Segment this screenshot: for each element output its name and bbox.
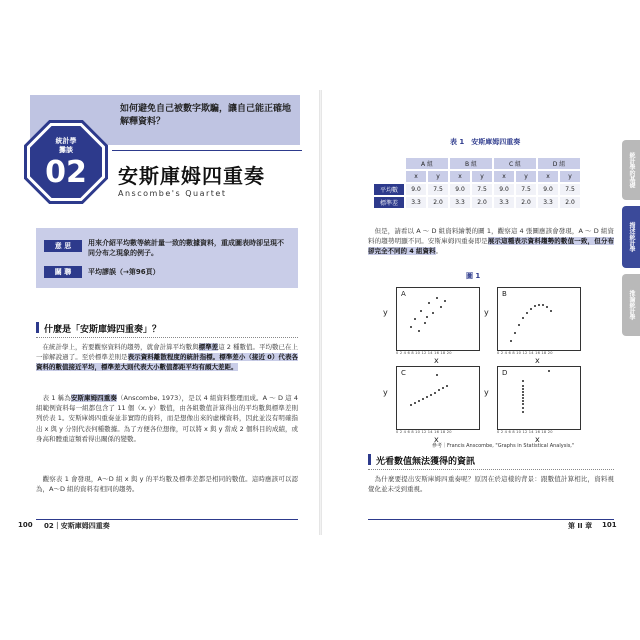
table-cell: 2.0 [472, 197, 492, 208]
data-point [546, 306, 548, 308]
para2-text-a: 表 1 稱為 [42, 394, 71, 402]
data-point [522, 400, 524, 402]
table-cell: 7.5 [516, 184, 536, 195]
data-point [418, 330, 420, 332]
para1-text-b: 這 2 種數值。平均數已在上一節解說過了。至於標準差則是 [36, 343, 299, 362]
definition-box [36, 228, 298, 288]
table-cell: 9.0 [450, 184, 470, 195]
plot-b-letter: B [502, 290, 507, 298]
data-point [436, 374, 438, 376]
side-tab-inferential[interactable]: 推論統計學 [622, 274, 640, 336]
table-group-b: B 組 [450, 158, 492, 169]
data-point [426, 396, 428, 398]
table-cell: 2.0 [516, 197, 536, 208]
table-row-sd [374, 197, 580, 208]
rpara1-highlight: 展示這種表示資料趨勢的數值一致，但分布卻完全不同的 4 組資料 [368, 237, 615, 256]
data-point [522, 391, 524, 393]
right-section-heading: 光看數值無法獲得的資訊 [376, 457, 476, 467]
data-point [522, 385, 524, 387]
page-title: 安斯庫姆四重奏 [118, 164, 265, 188]
footer-page-left: 100 [18, 521, 33, 529]
data-point [534, 305, 536, 307]
badge-label: 統計學 攤談 [55, 137, 77, 154]
plot-a-letter: A [401, 290, 406, 298]
rpara1-text-b: 。 [435, 247, 443, 256]
table-sub-y: y [560, 171, 580, 182]
footer-page-right: 101 [602, 521, 617, 529]
plot-a [396, 287, 480, 351]
data-point [422, 398, 424, 400]
table-cell: 3.3 [450, 197, 470, 208]
section-heading: 什麼是「安斯庫姆四重奏」？ [44, 325, 162, 335]
data-point [522, 411, 524, 413]
data-point [522, 388, 524, 390]
meaning-text: 用來介紹平均數等統計量一致的數據資料，重成圖表時卻呈現不同分布之現象的例子。 [88, 239, 284, 257]
table-group-a: A 組 [406, 158, 448, 169]
data-point [444, 300, 446, 302]
table-corner [374, 158, 404, 169]
figure-source: 參考｜Francis Anscombe, "Graphs in Statistical Analysis," [432, 443, 575, 449]
table-cell: 9.0 [406, 184, 426, 195]
plot-d-ticks: 0 2 4 6 8 10 12 14 16 18 20 [497, 430, 553, 434]
table-cell: 2.0 [560, 197, 580, 208]
plot-b-xlabel: x [535, 356, 540, 365]
page-subtitle: Anscombe's Quartet [118, 189, 227, 198]
plot-c-ticks: 0 2 4 6 8 10 12 14 16 18 20 [396, 430, 452, 434]
table-cell: 9.0 [538, 184, 558, 195]
table-sub-y: y [516, 171, 536, 182]
header-question: 如何避免自己被數字欺騙，讓自己能正確地解釋資料？ [120, 104, 292, 127]
plot-a-ylabel: y [383, 308, 388, 317]
data-point [428, 302, 430, 304]
plot-c [396, 366, 480, 430]
row-label-mean: 平均數 [374, 184, 404, 195]
table-sub-y: y [472, 171, 492, 182]
para2-text-b: （Anscombe, 1973），是以 4 組資料整理而成。A ～ D 這 4 組範例資料每一組都包含了 11 個（x, y）數值，由各組數值計算得出的平均數與標準差則列於表 1。安斯庫姆四重奏並非實際的資料，而是想像出來的虛構資料，因此並沒有明確指出 x 與 y 分別代表何種數據。為了方便各位想像，可以將 x 與 y 當成 2 個科目的成績，或身高和體重這類看得出關係的變數。 [36, 394, 298, 443]
data-point [430, 394, 432, 396]
data-point [434, 392, 436, 394]
plot-c-letter: C [401, 369, 406, 377]
table-sub-row [374, 171, 580, 182]
para1-text-a: 在統計學上，若要觀察資料的趨勢，就會計算平均數與 [42, 343, 199, 351]
data-point [442, 387, 444, 389]
data-point [526, 312, 528, 314]
table-cell: 3.3 [406, 197, 426, 208]
table-cell: 2.0 [428, 197, 448, 208]
table-sub-y: y [428, 171, 448, 182]
data-point [548, 370, 550, 372]
plot-a-ticks: 0 2 4 6 8 10 12 14 16 18 20 [396, 351, 452, 355]
data-point [414, 318, 416, 320]
plot-a-xlabel: x [434, 356, 439, 365]
data-point [418, 400, 420, 402]
right-section-bar [368, 454, 371, 465]
paragraph-3 [36, 474, 298, 494]
data-point [440, 306, 442, 308]
plot-b-ticks: 0 2 4 6 8 10 12 14 16 18 20 [497, 351, 553, 355]
data-point [538, 304, 540, 306]
right-paragraph-1 [368, 226, 614, 257]
table-title: 表 1 安斯庫姆四重奏 [450, 138, 521, 146]
badge-number: 02 [45, 155, 87, 190]
title-rule [112, 150, 302, 151]
plot-d-xlabel: x [535, 435, 540, 444]
data-point [426, 316, 428, 318]
section-rule [36, 337, 298, 338]
table-group-d: D 組 [538, 158, 580, 169]
paragraph-1 [36, 342, 298, 373]
data-point [410, 404, 412, 406]
table-cell: 7.5 [560, 184, 580, 195]
paragraph-2 [36, 393, 298, 444]
plot-c-xlabel: x [434, 435, 439, 444]
data-point [514, 332, 516, 334]
para1-highlight-2: 表示資料離散程度的統計指標。標準差小（接近 0）代表各資料的數值接近平均，標準差大則代表大小數值都距平均有頗大差距。 [36, 353, 299, 372]
row-label-sd: 標準差 [374, 197, 404, 208]
data-point [522, 397, 524, 399]
rpara1-text-a: 但是，請看以 A ～ D 組資料繪製的圖 1，觀察這 4 張圖應該會發現，A ～ D 組資料的趨勢明顯不同。安斯庫姆四重奏即是 [368, 227, 615, 246]
relation-tag: 關 聯 [44, 266, 82, 278]
table-row-mean [374, 184, 580, 195]
plot-d [497, 366, 581, 430]
table-cell: 3.3 [538, 197, 558, 208]
table-cell: 7.5 [472, 184, 492, 195]
rpara2-text: 為什麼要提出安斯庫姆四重奏呢？原因在於這樣的背景：跟數值計算相比，資料視覺化並未受到重視。 [368, 475, 615, 494]
data-point [424, 322, 426, 324]
data-point [438, 389, 440, 391]
right-section-rule [368, 469, 614, 470]
data-point [446, 385, 448, 387]
table-group-row [374, 158, 580, 169]
data-point [542, 304, 544, 306]
footer-rule-right [368, 519, 614, 520]
data-point [410, 326, 412, 328]
table-sub-x: x [450, 171, 470, 182]
side-tab-descriptive[interactable]: 描述統計學 [622, 206, 640, 268]
plot-d-ylabel: y [484, 388, 489, 397]
data-point [550, 310, 552, 312]
data-point [420, 310, 422, 312]
footer-chapter-left: 02｜安斯庫姆四重奏 [44, 522, 110, 530]
data-point [522, 317, 524, 319]
table-sub-x: x [538, 171, 558, 182]
data-point [510, 340, 512, 342]
data-point [522, 403, 524, 405]
para3-text: 觀察表 1 會發現，A～D 組 x 與 y 的平均數及標準差都是相同的數值。這時應該可以認為，A～D 組的資料有相同的趨勢。 [36, 475, 299, 494]
right-paragraph-2 [368, 474, 614, 494]
page-gutter [319, 90, 322, 535]
table-cell: 3.3 [494, 197, 514, 208]
plot-c-ylabel: y [383, 388, 388, 397]
plot-b-ylabel: y [484, 308, 489, 317]
side-tab-basics[interactable]: 統計學的基礎 [622, 140, 640, 200]
table-cell: 9.0 [494, 184, 514, 195]
data-point [432, 312, 434, 314]
footer-chapter-right: 第 II 章 [568, 522, 593, 530]
data-point [436, 297, 438, 299]
relation-text: 平均謬誤（→第96頁） [88, 268, 160, 276]
table-cell: 7.5 [428, 184, 448, 195]
data-point [522, 380, 524, 382]
section-bar [36, 322, 39, 333]
para2-highlight: 安斯庫姆四重奏 [70, 394, 117, 402]
plot-d-letter: D [502, 369, 508, 377]
table-sub-x: x [494, 171, 514, 182]
data-point [414, 402, 416, 404]
para1-highlight-1: 標準差 [198, 343, 219, 351]
table-corner-2 [374, 171, 404, 182]
data-point [518, 324, 520, 326]
stats-table [372, 156, 582, 210]
table-sub-x: x [406, 171, 426, 182]
data-point [522, 394, 524, 396]
data-point [522, 407, 524, 409]
data-point [530, 308, 532, 310]
table-group-c: C 組 [494, 158, 536, 169]
footer-rule-left [36, 519, 298, 520]
figure-title: 圖 1 [466, 272, 481, 280]
meaning-tag: 意 思 [44, 240, 82, 252]
